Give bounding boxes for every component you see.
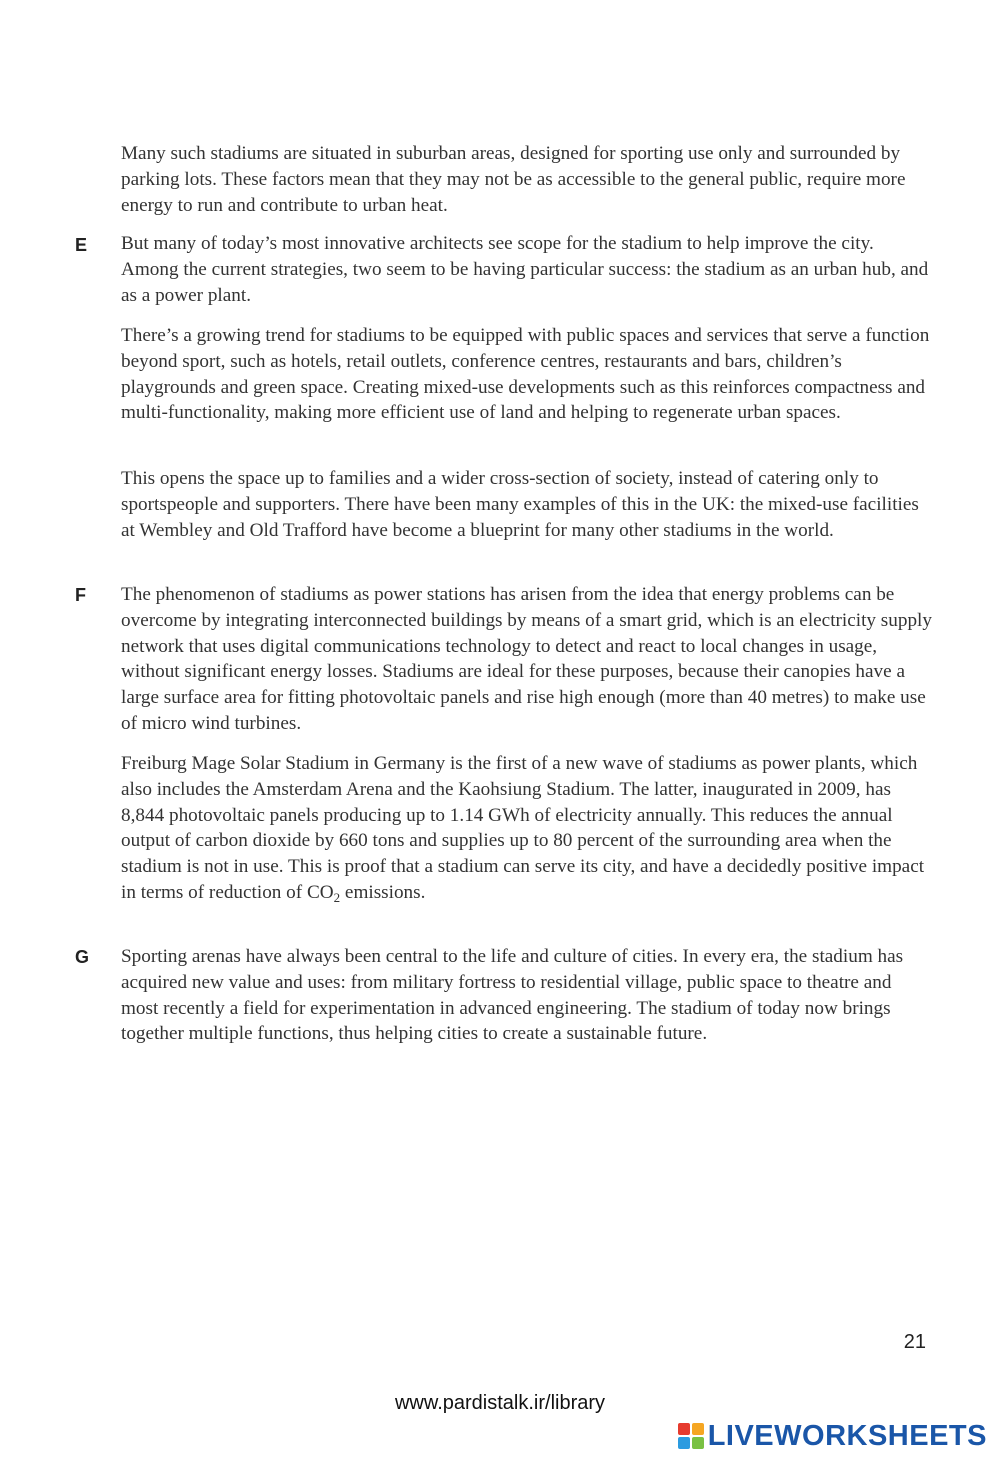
paragraph-e-3: This opens the space up to families and a wider cross-section of society, instead of catering only to sportspeople and supporters. There have been many examples of this in the UK: the mixed-use facilities at Wembley and Old Trafford have become a blueprint for many other stadiums in the world.	[121, 468, 919, 541]
logo-tile	[678, 1423, 690, 1435]
paragraph-f-2-text: Freiburg Mage Solar Stadium in Germany is the first of a new wave of stadiums as power plants, which also includes the Amsterdam Arena and the Kaohsiung Stadium. The latter, inaugurated in 2009, has 8,844 photovoltaic panels producing up to 1.14 GWh of electricity annually. This reduces the annual output of carbon dioxide by 660 tons and supplies up to 80 percent of the surrounding area when the stadium is not in use. This is proof that a stadium can serve its city, and have a decidedly positive impact in terms of reduction of CO	[121, 753, 925, 903]
paragraph-d-continued: Many such stadiums are situated in suburban areas, designed for sporting use only and surrounded by parking lots. These factors mean that they may not be as accessible to the general public, require more energy to run and contribute to urban heat.	[121, 143, 906, 216]
section-letter-f: F	[75, 585, 86, 605]
paragraph-g: Sporting arenas have always been central to the life and culture of cities. In every era, the stadium has acquired new value and uses: from military fortress to residential village, public space to theatre and most recently a field for experimentation in advanced engineering. The stadium of today now brings together multiple functions, thus helping cities to create a sustainable future.	[121, 946, 904, 1045]
logo-wordmark: LIVEWORKSHEETS	[707, 1419, 987, 1452]
page-number: 21	[903, 1331, 926, 1353]
section-letter-g: G	[75, 947, 90, 967]
paragraph-f-2	[121, 751, 933, 906]
logo-tiles-icon	[678, 1423, 704, 1449]
co2-subscript: 2	[333, 889, 341, 905]
footer-url: www.pardistalk.ir/library	[394, 1392, 606, 1414]
liveworksheets-logo	[678, 1420, 987, 1452]
paragraph-f-2-tail: emissions.	[340, 881, 426, 903]
logo-tile	[692, 1423, 704, 1435]
section-letter-e: E	[75, 235, 88, 255]
logo-tile	[678, 1437, 690, 1449]
paragraph-e-1: But many of today’s most innovative architects see scope for the stadium to help improve the city. Among the current strategies, two seem to be having particular success: the stadium as an urban hub, and as a power plant.	[121, 233, 929, 306]
logo-tile	[692, 1437, 704, 1449]
paragraph-f-1: The phenomenon of stadiums as power stations has arisen from the idea that energy problems can be overcome by integrating interconnected buildings by means of a smart grid, which is an electricity supply network that uses digital communications technology to detect and react to local changes in usage, without significant energy losses. Stadiums are ideal for these purposes, because their canopies have a large surface area for fitting photovoltaic panels and rise high enough (more than 40 metres) to make use of micro wind turbines.	[121, 584, 932, 734]
paragraph-e-2: There’s a growing trend for stadiums to be equipped with public spaces and services that serve a function beyond sport, such as hotels, retail outlets, conference centres, restaurants and bars, children’s playgrounds and green space. Creating mixed-use developments such as this reinforces compactness and multi-functionality, making more efficient use of land and helping to regenerate urban spaces.	[121, 325, 930, 424]
